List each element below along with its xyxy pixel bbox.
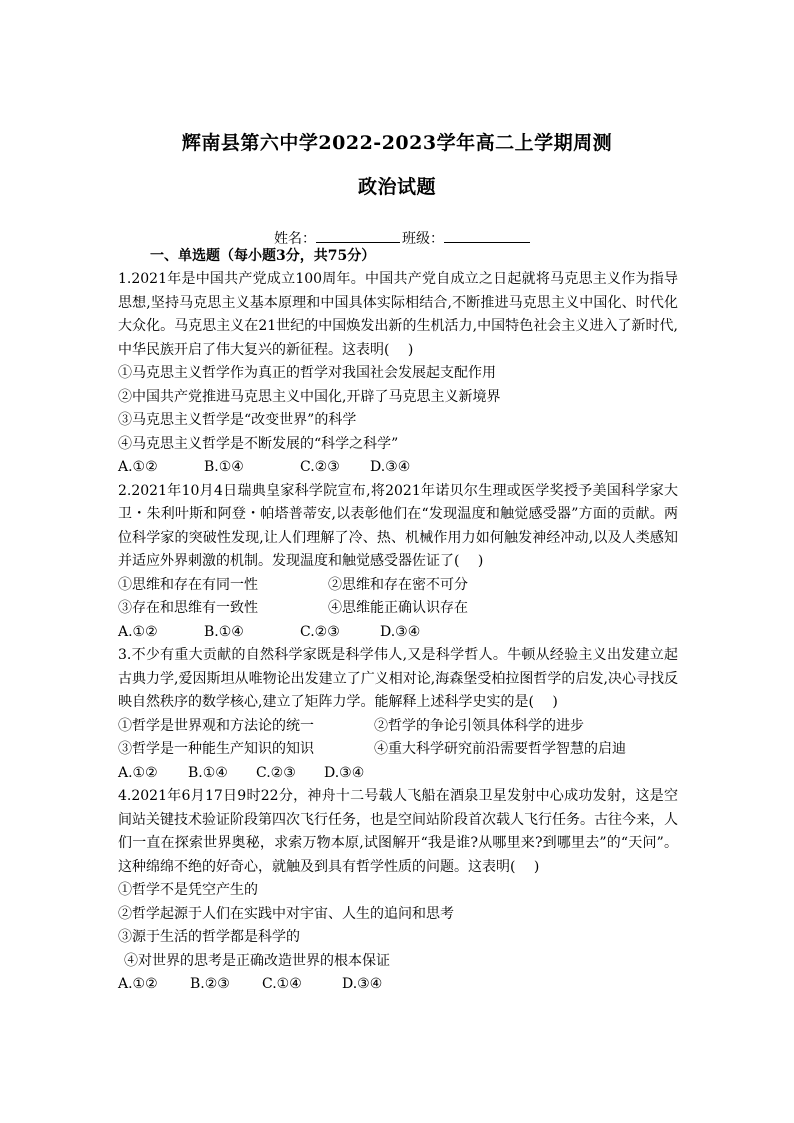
answer-d[interactable]: D.③④: [342, 976, 383, 992]
option-statement: ①哲学是世界观和方法论的统一: [118, 717, 314, 734]
name-label: 姓名：: [274, 231, 316, 247]
answer-d[interactable]: D.③④: [380, 623, 421, 640]
exam-subtitle: 政治试题: [357, 176, 436, 198]
question-1: [118, 268, 678, 480]
option-statement: ②哲学起源于人们在实践中对宇宙、人生的追问和思考: [118, 905, 454, 922]
option-statement: ④对世界的思考是正确改造世界的根本保证: [124, 952, 390, 969]
class-blank[interactable]: [444, 228, 530, 243]
answer-a[interactable]: A.①②: [118, 976, 158, 992]
answer-b[interactable]: B.①④: [188, 764, 228, 781]
option-statement: ①思维和存在有同一性: [118, 576, 258, 593]
answer-b[interactable]: B.①④: [204, 459, 244, 475]
option-statement: ④思维能正确认识存在: [328, 600, 468, 616]
answer-b[interactable]: B.①④: [204, 623, 244, 640]
option-statement: ③源于生活的哲学都是科学的: [118, 929, 300, 945]
option-row: [118, 738, 678, 762]
question-stem: 3.不少有重大贡献的自然科学家既是科学伟人,又是科学哲人。牛顿从经验主义出发建立起古典力学,爱因斯坦从唯物论出发建立了广义相对论,海森堡受柏拉图哲学的启发,决心寻找反映自然秩序的数学核心,建立了矩阵力学。能解释上述科学史实的是( ): [118, 647, 678, 710]
exam-title: 辉南县第六中学2022-2023学年高二上学期周测: [181, 132, 613, 154]
answer-c[interactable]: C.②③: [256, 764, 296, 781]
option-statement: ③存在和思维有一致性: [118, 600, 258, 616]
class-label: 班级：: [402, 231, 444, 247]
option-row: [118, 597, 678, 621]
section-title: 一、单选题（每小题3分，共75分）: [150, 248, 376, 264]
question-stem: 2.2021年10月4日瑞典皇家科学院宣布,将2021年诺贝尔生理或医学奖授予美国科学家大卫・朱利叶斯和阿登・帕塔普蒂安,以表彰他们在“发现温度和触觉感受器”方面的贡献。两位科学家的突破性发现,让人们理解了冷、热、机械作用力如何触发神经冲动,以及人类感知并适应外界刺激的机制。发现温度和触觉感受器佐证了( ): [118, 482, 678, 569]
option-statement: ②中国共产党推进马克思主义中国化,开辟了马克思主义新境界: [118, 388, 501, 405]
answer-c[interactable]: C.②③: [300, 623, 340, 640]
question-stem: 1.2021年是中国共产党成立100周年。中国共产党自成立之日起就将马克思主义作为指导思想,坚持马克思主义基本原理和中国具体实际相结合,不断推进马克思主义中国化、时代化大众化。马克思主义在21世纪的中国焕发出新的生机活力,中国特色社会主义进入了新时代,中华民族开启了伟大复兴的新征程。这表明( ): [118, 271, 678, 358]
answer-a[interactable]: A.①②: [118, 459, 158, 475]
answer-a[interactable]: A.①②: [118, 623, 158, 640]
answer-choices: [118, 621, 678, 645]
answer-b[interactable]: B.②③: [190, 976, 230, 992]
answer-d[interactable]: D.③④: [370, 459, 411, 475]
name-blank[interactable]: [316, 228, 400, 243]
option-statement: ④马克思主义哲学是不断发展的“科学之科学”: [118, 435, 399, 452]
question-list: [118, 268, 678, 997]
answer-c[interactable]: C.②③: [300, 459, 340, 475]
option-row: [118, 574, 678, 598]
answer-choices: [118, 762, 678, 786]
option-row: [118, 715, 678, 739]
question-2: [118, 480, 678, 645]
question-4: [118, 785, 678, 997]
option-statement: ②思维和存在密不可分: [328, 576, 468, 593]
option-statement: ②哲学的争论引领具体科学的进步: [374, 717, 584, 734]
option-statement: ③哲学是一种能生产知识的知识: [118, 741, 314, 757]
option-statement: ④重大科学研究前沿需要哲学智慧的启迪: [374, 741, 626, 757]
question-3: [118, 644, 678, 785]
option-statement: ①马克思主义哲学作为真正的哲学对我国社会发展起支配作用: [118, 365, 496, 381]
answer-d[interactable]: D.③④: [324, 764, 365, 781]
answer-a[interactable]: A.①②: [118, 764, 158, 781]
option-statement: ①哲学不是凭空产生的: [118, 882, 258, 898]
answer-choices: [118, 456, 678, 480]
question-stem: 4.2021年6月17日9时22分，神舟十二号载人飞船在酒泉卫星发射中心成功发射，这是空间站关键技术验证阶段第四次飞行任务，也是空间站阶段首次载人飞行任务。古往今来，人们一直在探索世界奥秘，求索万物本原,试图解开“我是谁?从哪里来?到哪里去”的“天问”。这种绵绵不绝的好奇心，就触及到具有哲学性质的问题。这表明( ): [118, 788, 678, 875]
answer-c[interactable]: C.①④: [262, 976, 302, 992]
answer-choices: [118, 973, 678, 997]
option-statement: ③马克思主义哲学是“改变世界”的科学: [118, 412, 357, 428]
